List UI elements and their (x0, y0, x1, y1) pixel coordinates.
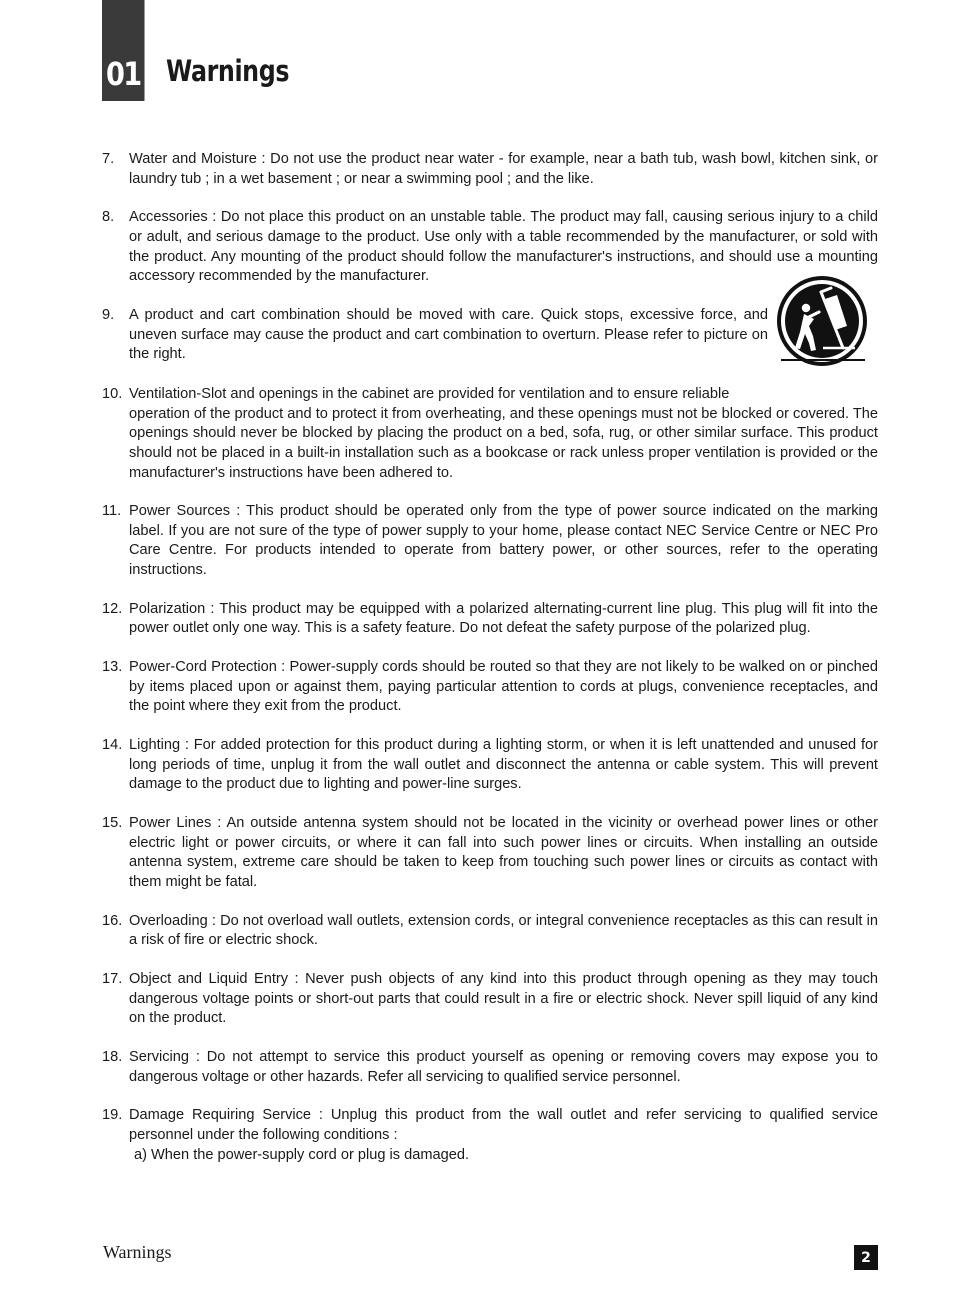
item-text: Power Lines : An outside antenna system should not be located in the vicinity or overhead power lines or other electric light or power circuits, or where it can fall into such power lines or circuits. When installing an outside antenna system, extreme care should be taken to keep from touching such power lines or circuits as contact with them might be fatal. (129, 815, 878, 890)
item-number: 8. (102, 209, 115, 226)
cart-tipover-warning-icon (773, 274, 873, 370)
item-number: 18. (102, 1049, 123, 1066)
item-text: Power Sources : This product should be operated only from the type of power source indicated on the marking label. If you are not sure of the type of power supply to your home, please contact NEC Service Centre or NEC Pro Care Centre. For products intended to operate from battery power, or other sources, refer to the operating instructions. (129, 503, 878, 579)
item-text: Water and Moisture : Do not use the product near water - for example, near a bath tub, wash bowl, kitchen sink, or laundry tub ; in a wet basement ; or near a swimming pool ; and the like. (129, 151, 878, 187)
item-number: 19. (102, 1107, 123, 1124)
warning-item-9 (102, 306, 878, 366)
warning-list (102, 150, 878, 1184)
item-number: 11. (102, 503, 122, 520)
item-number: 10. (102, 386, 123, 403)
item-subpoint-a: a) When the power-supply cord or plug is damaged. (134, 1146, 470, 1163)
warning-item-8 (102, 208, 878, 286)
item-text: Lighting : For added protection for this product during a lighting storm, or when it is left unattended and unused for long periods of time, unplug it from the wall outlet and disconnect the antenna or cable system. This will prevent damage to the product due to lighting and power-line surges. (129, 737, 878, 793)
item-text: A product and cart combination should be moved with care. Quick stops, excessive force, and uneven surface may cause the product and cart combination to overturn. Please refer to picture on the right. (129, 306, 768, 363)
item-number: 12. (102, 600, 123, 617)
item-number: 9. (102, 306, 115, 323)
warning-item-18 (102, 1048, 878, 1087)
warning-item-14 (102, 736, 878, 795)
page-title: Warnings (166, 54, 290, 88)
warning-item-12 (102, 600, 878, 639)
item-text: Power-Cord Protection : Power-supply cords should be routed so that they are not likely to be walked on or pinched by items placed upon or against them, paying particular attention to cords at plugs, convenience receptacles, and the point where they exit from the product. (129, 659, 878, 715)
warning-item-19 (102, 1106, 878, 1165)
footer-section-label: Warnings (103, 1242, 172, 1262)
item-number: 16. (102, 912, 123, 929)
page-number-badge: 2 (854, 1245, 878, 1270)
item-text: Object and Liquid Entry : Never push objects of any kind into this product through opening as they may touch dangerous voltage points or short-out parts that could result in a fire or electric shock. Never spill liquid of any kind on the product. (129, 971, 878, 1027)
item-text: Damage Requiring Service : Unplug this product from the wall outlet and refer servicing to qualified service personnel under the following conditions : (129, 1107, 878, 1144)
warning-item-17 (102, 970, 878, 1029)
warning-item-7 (102, 150, 878, 189)
warning-item-13 (102, 658, 878, 717)
item-number: 15. (102, 815, 123, 832)
chapter-number-tab: 01 (102, 0, 145, 101)
item-text: Polarization : This product may be equipped with a polarized alternating-current line plug. This plug will fit into the power outlet only one way. This is a safety feature. Do not defeat the safety purpose of the polarized plug. (129, 600, 878, 637)
item-text-first-line: Ventilation-Slot and openings in the cabinet are provided for ventilation and to ensure reliable (129, 386, 730, 403)
item-text: Accessories : Do not place this product on an unstable table. The product may fall, causing serious injury to a child or adult, and serious damage to the product. Use only with a table recommended by the manufacturer, or sold with the product. Any mounting of the product should follow the manufacturer's instructions, and should use a mounting accessory recommended by the manufacturer. (129, 209, 878, 285)
item-number: 13. (102, 659, 123, 676)
item-text: Overloading : Do not overload wall outlets, extension cords, or integral convenience receptacles as this can result in a risk of fire or electric shock. (129, 912, 878, 949)
item-text: Servicing : Do not attempt to service this product yourself as opening or removing covers may expose you to dangerous voltage or other hazards. Refer all servicing to qualified service personnel. (129, 1049, 878, 1085)
warning-item-16 (102, 912, 878, 951)
warning-item-15 (102, 814, 878, 892)
warning-item-11 (102, 502, 878, 580)
item-number: 17. (102, 971, 123, 988)
item-number: 14. (102, 737, 123, 754)
item-number: 7. (102, 151, 115, 167)
warning-item-10 (102, 385, 878, 483)
item-text: operation of the product and to protect it from overheating, and these openings must not be blocked or covered. The openings should never be blocked by placing the product on a bed, sofa, rug, or other similar surface. This product should not be placed in a built-in installation such as a bookcase or rack unless proper ventilation is provided or the manufacturer's instructions have been adhered to. (129, 405, 878, 481)
